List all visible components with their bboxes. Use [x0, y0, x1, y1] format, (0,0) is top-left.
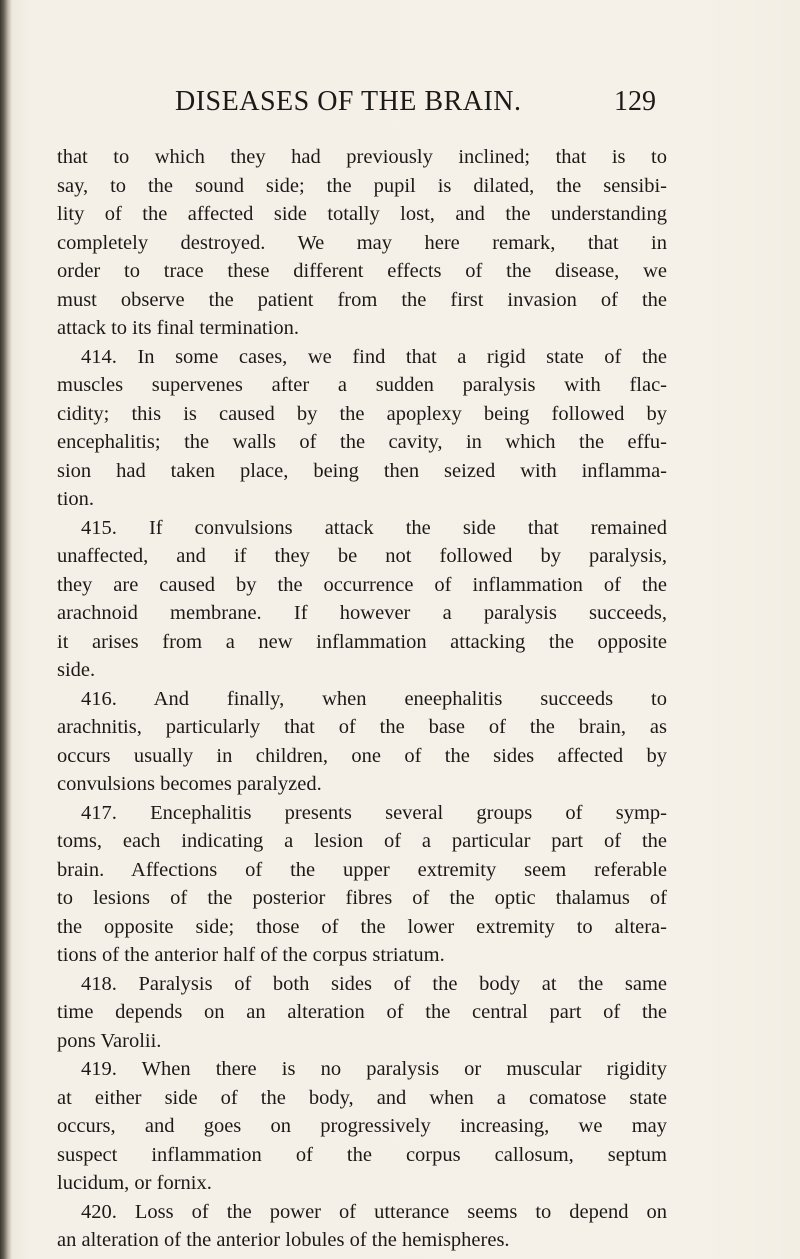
text-line: sion had taken place, being then seized with inflamma- — [57, 459, 667, 482]
text-line: an alteration of the anterior lobules of the hemispheres. — [57, 1229, 510, 1251]
text-line: occurs usually in children, one of the sides affected by — [57, 744, 667, 767]
text-line: time depends on an alteration of the central part of the — [57, 1001, 667, 1023]
text-line: 414. In some cases, we find that a rigid state of the — [81, 345, 667, 368]
text-line: 416. And finally, when eneephalitis succeeds to — [81, 687, 667, 710]
text-line: 417. Encephalitis presents several groups of symp- — [81, 801, 667, 824]
text-line: tion. — [57, 488, 95, 510]
text-line: arachnoid membrane. If however a paralysis succeeds, — [57, 602, 667, 624]
text-line: attack to its final termination. — [57, 317, 299, 339]
text-line: completely destroyed. We may here remark, that in — [57, 231, 667, 254]
text-line: muscles supervenes after a sudden paralysis with flac- — [57, 374, 667, 396]
text-line: side. — [57, 659, 96, 681]
page-header — [0, 86, 800, 126]
text-line: convulsions becomes paralyzed. — [57, 773, 322, 795]
text-line: pons Varolii. — [57, 1029, 162, 1052]
page-number: 129 — [614, 86, 656, 117]
text-line: 415. If convulsions attack the side that remained — [81, 516, 667, 539]
text-line: must observe the patient from the first invasion of the — [57, 288, 667, 311]
body-text — [57, 143, 667, 1255]
text-line: it arises from a new inflammation attacking the opposite — [57, 630, 667, 653]
text-line: to lesions of the posterior fibres of the optic thalamus of — [57, 887, 667, 909]
text-line: order to trace these different effects of the disease, we — [57, 260, 667, 282]
text-line: 418. Paralysis of both sides of the body at the same — [81, 972, 667, 995]
text-line: toms, each indicating a lesion of a particular part of the — [57, 830, 667, 852]
text-line: encephalitis; the walls of the cavity, in which the effu- — [57, 431, 667, 453]
text-line: unaffected, and if they be not followed by paralysis, — [57, 545, 667, 567]
text-line: at either side of the body, and when a comatose state — [57, 1086, 667, 1109]
text-line: tions of the anterior half of the corpus striatum. — [57, 944, 445, 966]
text-line: cidity; this is caused by the apoplexy being followed by — [57, 402, 667, 425]
text-line: the opposite side; those of the lower extremity to altera- — [57, 915, 667, 938]
text-line: brain. Affections of the upper extremity seem referable — [57, 858, 667, 881]
text-line: lity of the affected side totally lost, and the understanding — [57, 203, 667, 225]
text-line: suspect inflammation of the corpus callosum, septum — [57, 1143, 667, 1166]
text-line: arachnitis, particularly that of the base of the brain, as — [57, 716, 667, 738]
text-line: that to which they had previously inclined; that is to — [57, 146, 667, 168]
text-line: say, to the sound side; the pupil is dilated, the sensibi- — [57, 174, 667, 197]
text-line: occurs, and goes on progressively increasing, we may — [57, 1115, 667, 1137]
text-line: lucidum, or fornix. — [57, 1172, 212, 1194]
text-line: 419. When there is no paralysis or muscular rigidity — [81, 1058, 667, 1080]
page-gutter-shadow — [0, 0, 12, 1259]
running-title: DISEASES OF THE BRAIN. — [175, 86, 522, 117]
text-line: they are caused by the occurrence of inflammation of the — [57, 573, 667, 596]
text-line: 420. Loss of the power of utterance seems to depend on — [81, 1200, 667, 1223]
